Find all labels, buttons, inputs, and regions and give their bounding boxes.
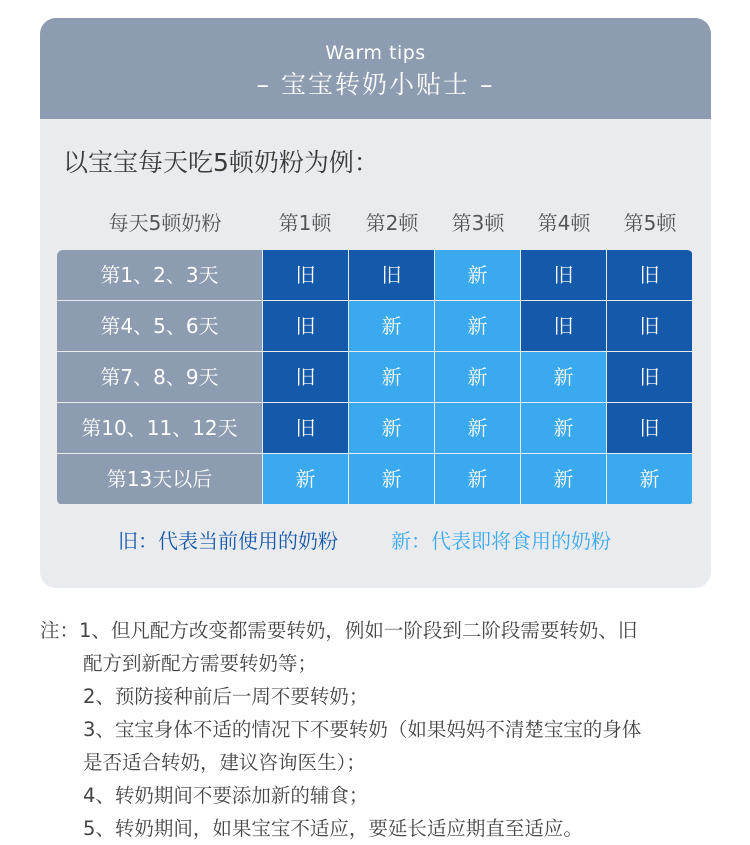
cell-new: 新 <box>521 454 606 504</box>
corner-label: 每天5顿奶粉 <box>108 211 222 235</box>
cell-old: 旧 <box>263 403 348 453</box>
cell-new: 新 <box>435 301 520 351</box>
feeding-schedule-table <box>57 250 693 505</box>
cell-new: 新 <box>349 301 434 351</box>
cell-old: 旧 <box>607 403 692 453</box>
tips-card <box>40 18 711 588</box>
row-label: 第13天以后 <box>57 454 262 504</box>
row-label: 第10、11、12天 <box>57 403 262 453</box>
header-title-en: Warm tips <box>325 42 426 64</box>
cell-new: 新 <box>435 352 520 402</box>
cell-new: 新 <box>349 352 434 402</box>
cell-new: 新 <box>521 403 606 453</box>
legend-new: 新：代表即将食用的奶粉 <box>391 529 611 553</box>
notes-section <box>40 614 720 845</box>
cell-new: 新 <box>349 403 434 453</box>
cell-old: 旧 <box>607 250 692 300</box>
note-line: 配方到新配方需要转奶等； <box>83 652 318 675</box>
example-subtitle: 以宝宝每天吃5顿奶粉为例： <box>63 148 379 177</box>
row-label: 第1、2、3天 <box>57 250 262 300</box>
cell-old: 旧 <box>263 352 348 402</box>
row-label: 第4、5、6天 <box>57 301 262 351</box>
cell-new: 新 <box>349 454 434 504</box>
header-title-cn: – 宝宝转奶小贴士 – <box>256 70 495 99</box>
cell-new: 新 <box>521 352 606 402</box>
note-line: 4、转奶期间不要添加新的辅食； <box>83 784 369 807</box>
note-line: 5、转奶期间，如果宝宝不适应，要延长适应期直至适应。 <box>83 817 583 840</box>
column-header: 第2顿 <box>365 211 419 235</box>
column-header: 第4顿 <box>537 211 591 235</box>
column-header: 第1顿 <box>278 211 332 235</box>
cell-new: 新 <box>435 403 520 453</box>
cell-old: 旧 <box>607 352 692 402</box>
cell-new: 新 <box>607 454 692 504</box>
note-line: 注：1、但凡配方改变都需要转奶，例如一阶段到二阶段需要转奶、旧 <box>40 619 638 642</box>
cell-new: 新 <box>435 250 520 300</box>
cell-old: 旧 <box>607 301 692 351</box>
column-header: 第3顿 <box>451 211 505 235</box>
column-header: 第5顿 <box>623 211 677 235</box>
cell-old: 旧 <box>521 250 606 300</box>
cell-old: 旧 <box>263 301 348 351</box>
cell-new: 新 <box>263 454 348 504</box>
cell-old: 旧 <box>349 250 434 300</box>
note-line: 是否适合转奶，建议咨询医生）； <box>83 751 366 774</box>
note-line: 2、预防接种前后一周不要转奶； <box>83 685 369 708</box>
cell-old: 旧 <box>263 250 348 300</box>
row-label: 第7、8、9天 <box>57 352 262 402</box>
cell-new: 新 <box>435 454 520 504</box>
card-header <box>40 18 711 119</box>
note-line: 3、宝宝身体不适的情况下不要转奶（如果妈妈不清楚宝宝的身体 <box>83 718 642 741</box>
legend-old: 旧：代表当前使用的奶粉 <box>118 529 338 553</box>
cell-old: 旧 <box>521 301 606 351</box>
